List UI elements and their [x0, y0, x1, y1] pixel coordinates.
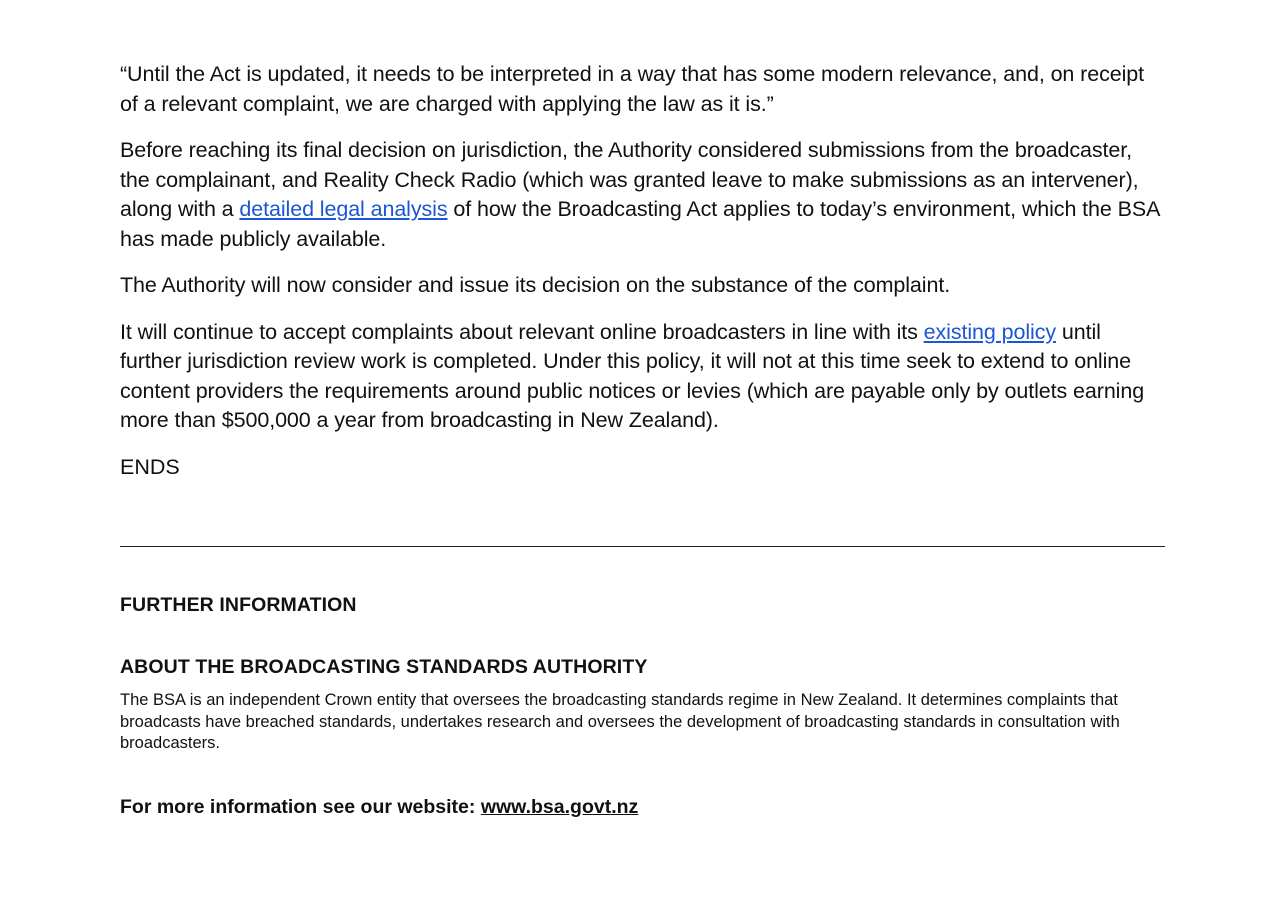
jurisdiction-paragraph — [120, 136, 1165, 254]
jurisdiction-text-before: Before reaching its final decision on jurisdiction, the Authority considered submissions from the broadcaster, the complainant, and Reality Check Radio (which was granted leave to make submissions as an intervener), along with a — [120, 138, 1139, 221]
more-information-line — [120, 796, 638, 819]
about-bsa-text: The BSA is an independent Crown entity that oversees the broadcasting standards regime in New Zealand. It determines complaints that broadcasts have breached standards, undertakes research and oversees the development of broadcasting standards in consultation with broadcasters. — [120, 691, 1120, 752]
existing-policy-link[interactable]: existing policy — [923, 319, 1056, 344]
quote-paragraph: “Until the Act is updated, it needs to be interpreted in a way that has some modern relevance, and, on receipt of a relevant complaint, we are charged with applying the law as it is.” — [120, 62, 1144, 116]
jurisdiction-text-after: of how the Broadcasting Act applies to today’s environment, which the BSA has made publicly available. — [120, 197, 1160, 251]
detailed-legal-analysis-link[interactable]: detailed legal analysis — [239, 197, 448, 221]
decision-paragraph: The Authority will now consider and issue its decision on the substance of the complaint. — [120, 273, 951, 297]
document-body — [120, 60, 1165, 482]
policy-text-before: It will continue to accept complaints about relevant online broadcasters in line with its — [120, 319, 924, 344]
section-divider — [120, 546, 1165, 547]
about-bsa-heading: ABOUT THE BROADCASTING STANDARDS AUTHORITY — [120, 656, 648, 678]
ends-marker: ENDS — [120, 454, 180, 479]
more-information-label: For more information see our website: — [120, 796, 481, 818]
policy-text-after: until further jurisdiction review work is completed. Under this policy, it will not at this time seek to extend to online content providers the requirements around public notices or levies (which are payable only by outlets earning more than $500,000 a year from broadcasting in New Zealand). — [120, 319, 1145, 432]
policy-paragraph — [120, 318, 1165, 436]
website-link[interactable]: www.bsa.govt.nz — [480, 796, 639, 818]
further-information-heading: FURTHER INFORMATION — [120, 594, 357, 616]
